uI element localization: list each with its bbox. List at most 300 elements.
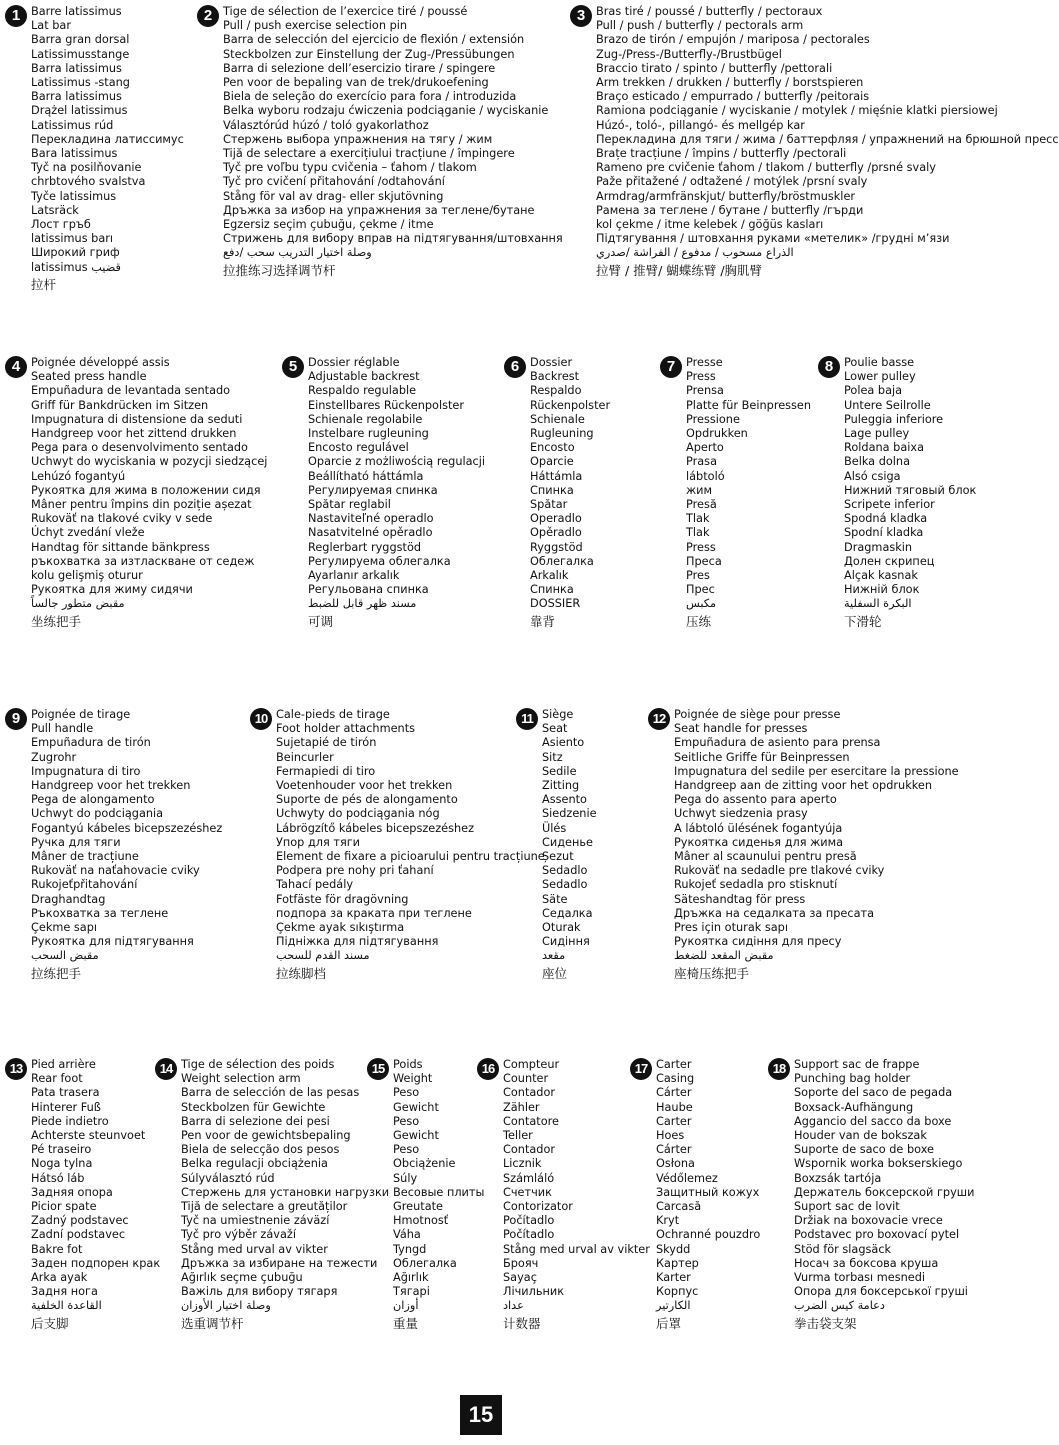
part-term: Belka dolna	[844, 455, 910, 469]
part-term: Suport sac de lovit	[794, 1200, 900, 1214]
part-term: Carter	[656, 1058, 692, 1071]
part-term: Barra gran dorsal	[31, 33, 130, 47]
part-term: Egzersiz seçim çubuğu, çekme / itme	[223, 218, 434, 232]
part-term: Mâner al scaunului pentru presă	[674, 850, 857, 864]
part-term: Rukojeť sedadla pro stisknutí	[674, 878, 838, 892]
part-term: Arkalık	[530, 569, 569, 583]
part-term: Impugnatura del sedile per esercitare la pressione	[674, 764, 959, 778]
part-term: Pull / push / butterfly / pectorals arm	[596, 19, 804, 33]
part-term: Регульована спинка	[308, 583, 429, 597]
part-term: Barra di selezione dell’esercizio tirare / spingere	[223, 61, 496, 75]
part-term: Contorizator	[503, 1200, 573, 1214]
part-term: Húzó-, toló-, pillangó- és mellgép kar	[596, 118, 805, 132]
part-term-list	[31, 5, 184, 293]
part-term: Schienale regolabile	[308, 412, 423, 426]
part-term: Підтягування / штовхання руками «метелик» /грудні м’язи	[596, 232, 950, 246]
part-term: Biela de selecção dos pesos	[181, 1143, 340, 1157]
part-term: Beincurler	[276, 750, 334, 764]
part-term: Peso	[393, 1086, 420, 1100]
part-term: Тягарі	[393, 1285, 430, 1299]
part-term: Облегалка	[393, 1256, 457, 1270]
part-term: Számláló	[503, 1171, 555, 1185]
part-term: Cárter	[656, 1143, 692, 1157]
part-term: Presă	[686, 498, 717, 512]
part-term: Tyče latissimus	[31, 189, 117, 203]
part-term: مقبض المقعد للضغط	[674, 949, 774, 963]
part-term: 坐练把手	[31, 613, 82, 629]
part-term: Oparcie	[530, 455, 574, 469]
part-term: Ağırlık	[393, 1271, 429, 1285]
part-term: Seat	[542, 722, 568, 736]
part-term: أوزان	[393, 1299, 419, 1313]
part-term: Bras tiré / poussé / butterfly / pectoraux	[596, 5, 823, 18]
part-term-list	[181, 1058, 389, 1332]
part-term: Press	[686, 540, 716, 554]
part-term: Einstellbares Rückenpolster	[308, 398, 464, 412]
part-term: Fogantyú kábeles bicepszezéshez	[31, 821, 223, 835]
part-term: Rear foot	[31, 1072, 83, 1086]
part-term: دعامة كيس الضرب	[794, 1299, 885, 1313]
part-term: Uchwyt do wyciskania w pozycji siedzącej	[31, 455, 268, 469]
part-term: Nasatvitelné opěradlo	[308, 526, 433, 540]
part-term: Contador	[503, 1086, 556, 1100]
part-term: Ръкохватка за теглене	[31, 906, 169, 920]
part-term: Задняя опора	[31, 1185, 113, 1199]
part-term: Support sac de frappe	[794, 1058, 920, 1071]
part-term: подпора за краката при теглене	[276, 906, 472, 920]
part-term: Pata trasera	[31, 1086, 100, 1100]
part-number-badge: 18	[768, 1058, 790, 1080]
part-term: Reglerbart ryggstöd	[308, 540, 422, 554]
part-term: Gewicht	[393, 1129, 439, 1143]
part-term: Dragmaskin	[844, 540, 913, 554]
part-term: Упор для тяги	[276, 835, 361, 849]
part-term: Press	[686, 370, 716, 384]
part-term: Pen voor de bepaling van de trek/drukoefening	[223, 76, 489, 90]
part-term: Stång med urval av vikter	[503, 1242, 650, 1256]
part-term: Adjustable backrest	[308, 370, 420, 384]
part-term: Puleggia inferiore	[844, 412, 944, 426]
part-term: Mâner de tracțiune	[31, 850, 139, 864]
part-term: Vurma torbası mesnedi	[794, 1271, 926, 1285]
part-term: الكارتير	[656, 1299, 691, 1313]
part-term: Počítadlo	[503, 1228, 555, 1242]
part-term: Scripete inferior	[844, 498, 935, 512]
part-term: Сидіння	[542, 935, 590, 949]
part-term: Pega do assento para aperto	[674, 793, 837, 807]
part-term: Рукоятка для жиму сидячи	[31, 583, 193, 597]
part-term: Seated press handle	[31, 370, 147, 384]
part-term-list	[794, 1058, 974, 1332]
part-term: مقبض متطور جالساً	[31, 597, 125, 611]
part-term: Brațe tracțiune / împins / butterfly /pectorali	[596, 147, 847, 161]
part-term: Aperto	[686, 441, 724, 455]
part-term: مسند القدم للسحب	[276, 949, 370, 963]
part-term: 拳击袋支架	[794, 1315, 857, 1331]
part-term-list	[31, 708, 222, 982]
part-term: Tlak	[686, 526, 710, 540]
part-term: Stöd för slagsäck	[794, 1242, 892, 1256]
part-term: Лост гръб	[31, 218, 91, 232]
part-term: Нижний тяговый блок	[844, 483, 977, 497]
part-term: 后罩	[656, 1315, 682, 1331]
part-term: Брояч	[503, 1256, 539, 1270]
part-term: Лічильник	[503, 1285, 565, 1299]
part-term: Greutate	[393, 1200, 443, 1214]
part-term: Fotfäste för dragövning	[276, 892, 409, 906]
part-term: عداد	[503, 1299, 524, 1313]
part-term: Barre latissimus	[31, 5, 122, 18]
part-term: Braccio tirato / spinto / butterfly /pettorali	[596, 61, 833, 75]
part-term: Заден подпорен крак	[31, 1256, 161, 1270]
part-term: Opěradlo	[530, 526, 582, 540]
part-term: Carcasă	[656, 1200, 702, 1214]
part-term: Seat handle for presses	[674, 722, 808, 736]
part-term: Tijă de selectare a exercițiului tracțiune / împingere	[223, 147, 515, 161]
part-term-list	[31, 356, 267, 630]
part-term: 下滑轮	[844, 613, 882, 629]
part-term: Опора для боксерської груші	[794, 1285, 968, 1299]
part-term: Pressione	[686, 412, 740, 426]
part-term: Mâner pentru împins din poziție așezat	[31, 498, 252, 512]
part-term: Barra de selección del ejercicio de flexión / extensión	[223, 33, 525, 47]
part-term: 靠背	[530, 613, 556, 629]
part-term: Tyč na posilňovanie	[31, 161, 142, 175]
part-term: Počítadlo	[503, 1214, 555, 1228]
part-term: kolu gelişmiş oturur	[31, 569, 143, 583]
part-term: مقبض السحب	[31, 949, 99, 963]
part-term: Suporte de pés de alongamento	[276, 793, 458, 807]
part-term: 拉练把手	[31, 965, 82, 981]
part-term: 座椅压练把手	[674, 965, 750, 981]
part-term: البكرة السفلية	[844, 597, 912, 611]
part-term: Ağırlık seçme çubuğu	[181, 1271, 303, 1285]
part-term: Zähler	[503, 1100, 540, 1114]
part-term: Oparcie z możliwością regulacji	[308, 455, 486, 469]
part-term: Belka regulacji obciążenia	[181, 1157, 328, 1171]
part-term: Седалка	[542, 906, 593, 920]
part-term: Дръжка за избиране на тежести	[181, 1256, 378, 1270]
part-number-badge: 16	[477, 1058, 499, 1080]
part-term: Spătar	[530, 498, 568, 512]
part-term: Spodná kladka	[844, 512, 928, 526]
part-term: kol çekme / itme kelebek / göğüs kasları	[596, 218, 824, 232]
part-term: Barra latissimus	[31, 61, 122, 75]
part-term: Roldana baixa	[844, 441, 924, 455]
part-term: مسند ظهر قابل للضبط	[308, 597, 417, 611]
part-term: 可调	[308, 613, 334, 629]
part-term: Contador	[503, 1143, 556, 1157]
part-term-list	[542, 708, 597, 982]
part-term: Lat bar	[31, 19, 71, 33]
part-term: Element de fixare a picioarului pentru tracțiune	[276, 850, 545, 864]
part-term: Barra di selezione dei pesi	[181, 1114, 330, 1128]
part-term: Защитный кожух	[656, 1185, 760, 1199]
part-term: Kryt	[656, 1214, 680, 1228]
part-term: Úchyt zvedání vleže	[31, 526, 145, 540]
part-term: Barra latissimus	[31, 90, 122, 104]
part-term: 拉臂 / 推臂/ 蝴蝶练臂 /胸肌臂	[596, 262, 763, 278]
part-term: Beállítható háttámla	[308, 469, 424, 483]
part-term: Siège	[542, 708, 574, 721]
part-term: Poids	[393, 1058, 423, 1071]
part-term: Держатель боксерской груши	[794, 1185, 975, 1199]
part-term: Handgreep aan de zitting voor het opdrukken	[674, 779, 932, 793]
part-term: Cárter	[656, 1086, 692, 1100]
part-term: Empuñadura de levantada sentado	[31, 384, 231, 398]
part-term: Impugnatura di distensione da seduti	[31, 412, 243, 426]
part-term-list	[31, 1058, 160, 1332]
part-term: Podstavec pro boxovací pytel	[794, 1228, 960, 1242]
part-term: Стрижень для вибору вправ на підтягування/штовхання	[223, 232, 563, 246]
part-term: Empuñadura de asiento para prensa	[674, 736, 881, 750]
part-term: Draghandtag	[31, 892, 106, 906]
part-term: Respaldo regulable	[308, 384, 417, 398]
part-term: Картер	[656, 1256, 699, 1270]
part-term: Ülés	[542, 821, 567, 835]
part-term: Latsräck	[31, 203, 79, 217]
part-term: Peso	[393, 1143, 420, 1157]
part-term: Pé traseiro	[31, 1143, 92, 1157]
part-term-list	[276, 708, 545, 982]
part-term: Súly	[393, 1171, 418, 1185]
part-term: Poignée développé assis	[31, 356, 170, 369]
part-term: A lábtoló ülésének fogantyúja	[674, 821, 843, 835]
part-term: Picior spate	[31, 1200, 97, 1214]
part-term: القاعدة الخلفية	[31, 1299, 102, 1313]
part-term: Sedadlo	[542, 864, 588, 878]
part-term: Ayarlanır arkalık	[308, 569, 400, 583]
part-term: Uchwyt siedzenia prasy	[674, 807, 808, 821]
part-term: Licznik	[503, 1157, 542, 1171]
part-term: Asiento	[542, 736, 585, 750]
part-term: Seitliche Griffe für Beinpressen	[674, 750, 850, 764]
part-term: Súlyválasztó rúd	[181, 1171, 275, 1185]
part-term: Alsó csiga	[844, 469, 901, 483]
part-term: Корпус	[656, 1285, 699, 1299]
part-term: الذراع مسحوب / مدفوع / الفراشة /صدري	[596, 246, 794, 260]
part-term: Sedadlo	[542, 878, 588, 892]
part-number-badge: 9	[5, 708, 27, 730]
part-term: Respaldo	[530, 384, 582, 398]
part-term: Hmotnosť	[393, 1214, 449, 1228]
part-term: Pres	[686, 569, 710, 583]
part-number-badge: 15	[367, 1058, 389, 1080]
part-term: Tyč pro cvičení přitahování /odtahování	[223, 175, 445, 189]
part-term: Lábrögzítő kábeles bicepszezéshez	[276, 821, 475, 835]
part-term: Poignée de tirage	[31, 708, 131, 721]
part-term: Lower pulley	[844, 370, 916, 384]
part-term: Облегалка	[530, 554, 594, 568]
part-term: Soporte del saco de pegada	[794, 1086, 953, 1100]
part-term: Çekme sapı	[31, 921, 98, 935]
part-term: Zadný podstavec	[31, 1214, 129, 1228]
part-term: Tige de sélection de l’exercice tiré / poussé	[223, 5, 468, 18]
part-term: Pull / push exercise selection pin	[223, 19, 408, 33]
part-term-list	[530, 356, 610, 630]
part-term: Hinterer Fuß	[31, 1100, 101, 1114]
part-term: 座位	[542, 965, 568, 981]
part-term: Osłona	[656, 1157, 695, 1171]
part-term: Sujetapié de tirón	[276, 736, 377, 750]
part-term: Рукоятка сиденья для жима	[674, 835, 844, 849]
part-term: Piede indietro	[31, 1114, 109, 1128]
part-term: Wspornik worka bokserskiego	[794, 1157, 963, 1171]
part-term: Teller	[503, 1129, 533, 1143]
part-term: Стержень для установки нагрузки	[181, 1185, 390, 1199]
part-term: Poulie basse	[844, 356, 915, 369]
part-term: Регулируема облегалка	[308, 554, 451, 568]
part-term: Перекладина для тяги / жима / баттерфляя / упражнений на брюшной пресс	[596, 132, 1059, 146]
part-term: Spătar reglabil	[308, 498, 391, 512]
part-term-list	[656, 1058, 760, 1332]
part-term: Cale-pieds de tirage	[276, 708, 390, 721]
part-term: Boxsack-Aufhängung	[794, 1100, 914, 1114]
part-term: Achterste steunvoet	[31, 1129, 146, 1143]
part-term: Latissimusstange	[31, 47, 130, 61]
part-term: Tijă de selectare a greutăților	[181, 1200, 348, 1214]
part-term: Çekme ayak sıkıştırma	[276, 921, 405, 935]
part-term: 拉练脚档	[276, 965, 327, 981]
part-term: Широкий гриф	[31, 246, 120, 260]
part-term: Casing	[656, 1072, 695, 1086]
part-term: Obciążenie	[393, 1157, 456, 1171]
part-term: Compteur	[503, 1058, 560, 1071]
part-term: 计数器	[503, 1315, 541, 1331]
part-term: Impugnatura di tiro	[31, 764, 141, 778]
part-term: Siedzenie	[542, 807, 597, 821]
part-term: Ochranné pouzdro	[656, 1228, 761, 1242]
part-term: Ramiona podciąganie / wyciskanie / motylek / mięśnie klatki piersiowej	[596, 104, 998, 118]
part-term: Braço esticado / empurrado / butterfly /peitorais	[596, 90, 870, 104]
part-term: Empuñadura de tirón	[31, 736, 151, 750]
part-number-badge: 3	[570, 5, 592, 27]
part-term: Rukoväť na sedadle pre tlakové cviky	[674, 864, 885, 878]
part-term: 重量	[393, 1315, 419, 1331]
part-term: Platte für Beinpressen	[686, 398, 812, 412]
part-term: Belka wyboru rodzaju ćwiczenia podciąganie / wyciskanie	[223, 104, 549, 118]
part-term: Rugleuning	[530, 427, 594, 441]
part-term: Tlak	[686, 512, 710, 526]
part-term: Latissimus rúd	[31, 118, 114, 132]
part-term: Arka ayak	[31, 1271, 88, 1285]
part-term: Uchwyt do podciągania	[31, 807, 164, 821]
part-number-badge: 7	[660, 356, 682, 378]
part-term: Encosto	[530, 441, 575, 455]
part-term: Спинка	[530, 583, 574, 597]
part-term: Handgreep voor het zittend drukken	[31, 427, 237, 441]
part-term: Biela de seleção do exercício para fora / introduzida	[223, 90, 517, 104]
part-term-list	[686, 356, 811, 630]
part-term: Skydd	[656, 1242, 691, 1256]
part-term: жим	[686, 483, 713, 497]
part-term-list	[674, 708, 959, 982]
part-term: lábtoló	[686, 469, 725, 483]
part-term: Polea baja	[844, 384, 903, 398]
part-term: Pen voor de gewichtsbepaling	[181, 1129, 351, 1143]
part-term: 拉杆	[31, 276, 57, 292]
part-term: Instelbare rugleuning	[308, 427, 429, 441]
part-term: Držiak na boxovacie vrece	[794, 1214, 943, 1228]
part-term: Karter	[656, 1271, 691, 1285]
part-term: Zug-/Press-/Butterfly-/Brustbügel	[596, 47, 782, 61]
part-term: Dossier réglable	[308, 356, 400, 369]
part-term: Stång för val av drag- eller skjutövning	[223, 189, 444, 203]
part-term: Регулируемая спинка	[308, 483, 438, 497]
part-term: Weight selection arm	[181, 1072, 301, 1086]
part-term: Contatore	[503, 1114, 559, 1128]
part-term: Váha	[393, 1228, 421, 1242]
part-term: Rukoväť na naťahovacie cviky	[31, 864, 200, 878]
part-term: Opdrukken	[686, 427, 748, 441]
part-term: Steckbolzen für Gewichte	[181, 1100, 326, 1114]
part-term: Handgreep voor het trekken	[31, 779, 191, 793]
part-term: Schienale	[530, 412, 585, 426]
part-term-list	[503, 1058, 650, 1332]
part-term: Brazo de tirón / empujón / mariposa / pectorales	[596, 33, 870, 47]
part-term: Zugrohr	[31, 750, 77, 764]
part-term: Választórúd húzó / toló gyakorlathoz	[223, 118, 429, 132]
part-term: Háttámla	[530, 469, 583, 483]
part-term: Hátsó láb	[31, 1171, 85, 1185]
part-term: Alçak kasnak	[844, 569, 918, 583]
part-term: وصلة اختيار الأوزان	[181, 1299, 271, 1313]
part-term: Ryggstöd	[530, 540, 583, 554]
part-term: Pega para o desenvolvimento sentado	[31, 441, 248, 455]
part-term: 后支脚	[31, 1315, 69, 1331]
part-term: Boxzsák tartója	[794, 1171, 882, 1185]
part-term: Tyč pro výběr závaží	[181, 1228, 296, 1242]
part-term: Долен скрипец	[844, 554, 935, 568]
part-term: Lage pulley	[844, 427, 910, 441]
part-term: Дръжка на седалката за пресата	[674, 906, 875, 920]
part-term: Sitz	[542, 750, 563, 764]
part-number-badge: 11	[516, 708, 538, 730]
part-term: latissimus barı	[31, 232, 114, 246]
part-term: Нижній блок	[844, 583, 920, 597]
part-term: Ручка для тяги	[31, 835, 121, 849]
part-term: Assento	[542, 793, 587, 807]
part-term-list	[844, 356, 976, 630]
part-term: Pied arrière	[31, 1058, 96, 1071]
part-term: Haube	[656, 1100, 693, 1114]
part-term: Handtag för sittande bänkpress	[31, 540, 210, 554]
part-term: chrbtového svalstva	[31, 175, 146, 189]
part-term: Носач за боксова круша	[794, 1256, 939, 1270]
part-term: Bakre fot	[31, 1242, 83, 1256]
part-term: Oturak	[542, 921, 581, 935]
part-term: Tyč na umiestnenie záväzí	[181, 1214, 330, 1228]
part-term: وصلة اختيار التدريب سحب /دفع	[223, 246, 372, 260]
part-term: Podpera pre nohy pri ťahaní	[276, 864, 434, 878]
part-term: Rukojeťpřitahování	[31, 878, 138, 892]
part-number-badge: 10	[250, 708, 272, 730]
part-number-badge: 6	[504, 356, 526, 378]
part-term: Дръжка за избор на упражнения за теглене/бутане	[223, 203, 535, 217]
part-term: Pega de alongamento	[31, 793, 155, 807]
part-term: Uchwyty do podciągania nóg	[276, 807, 440, 821]
part-term: Rameno pre cvičenie ťahom / tlakom / butterfly /prsné svaly	[596, 161, 936, 175]
part-term: Védőlemez	[656, 1171, 718, 1185]
part-term: Nastaviteľné operadlo	[308, 512, 434, 526]
part-term: Sedile	[542, 764, 577, 778]
part-term: Rukoväť na tlakové cviky v sede	[31, 512, 213, 526]
part-term: Сиденье	[542, 835, 593, 849]
part-term: Важіль для вибору тягаря	[181, 1285, 338, 1299]
part-term: Aggancio del sacco da boxe	[794, 1114, 952, 1128]
part-term: Noga tylna	[31, 1157, 93, 1171]
part-term: Pres için oturak sapı	[674, 921, 788, 935]
